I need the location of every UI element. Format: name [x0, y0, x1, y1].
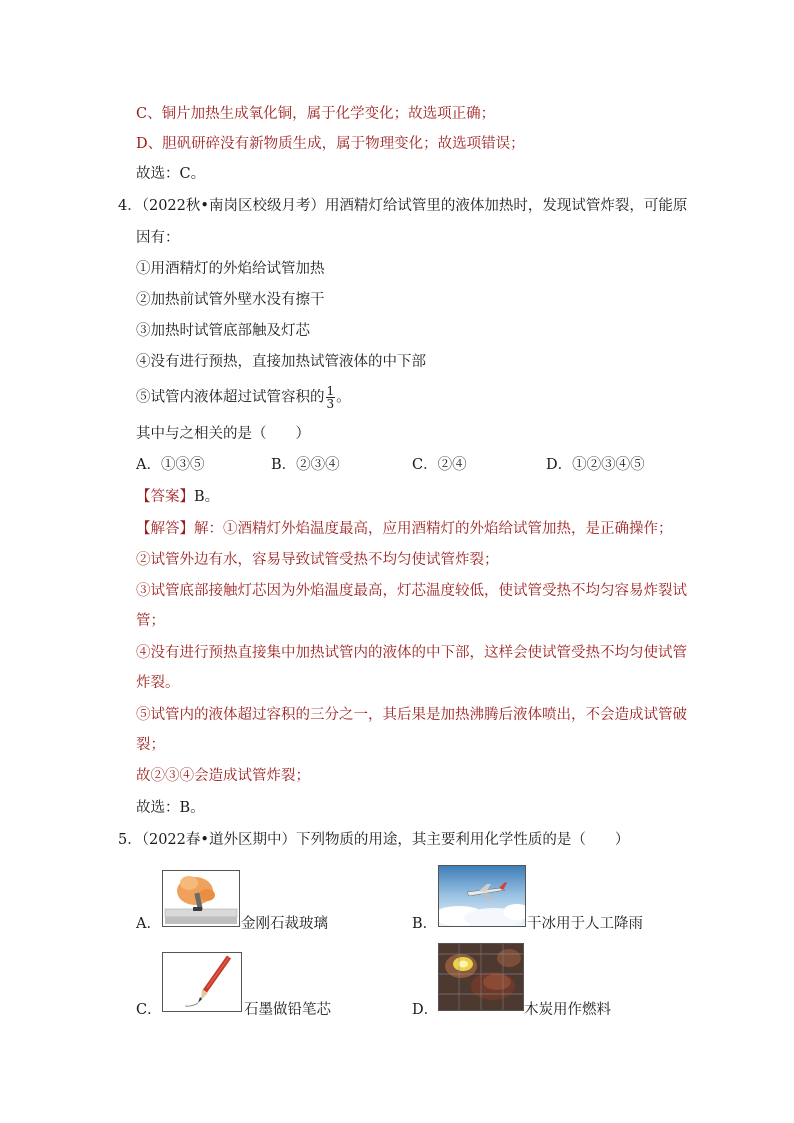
pencil-image: [162, 952, 242, 1012]
prev-choose: 故选：C。: [136, 166, 206, 182]
q4-option-b: B．②③④: [271, 457, 340, 473]
q5-option-c-text: 石墨做铅笔芯: [244, 1002, 331, 1018]
q5-option-b-letter: B．: [412, 916, 438, 932]
q4-analysis-line-1: 【解答】解：①酒精灯外焰温度最高，应用酒精灯的外焰给试管加热，是正确操作；: [136, 521, 673, 537]
q4-item-3: ③加热时试管底部触及灯芯: [136, 323, 310, 339]
q5-option-d-letter: D．: [412, 1002, 439, 1018]
glass-cutting-image: [162, 870, 240, 927]
prev-solution-d: D、胆矾研碎没有新物质生成，属于物理变化；故选项错误；: [136, 136, 525, 152]
q4-analysis-line-3: ③试管底部接触灯芯因为外焰温度最高，灯芯温度较低，使试管受热不均匀容易炸裂试: [136, 583, 687, 599]
q4-item-2: ②加热前试管外壁水没有擦干: [136, 292, 325, 308]
q4-answer: 【答案】B。: [136, 489, 220, 505]
q4-analysis-line-6: 炸裂。: [136, 675, 180, 691]
q4-option-a: A．①③⑤: [136, 457, 205, 473]
q4-analysis-line-4: 管；: [136, 613, 165, 629]
charcoal-grill-image: [438, 943, 524, 1011]
q4-item-4: ④没有进行预热，直接加热试管液体的中下部: [136, 354, 426, 370]
q4-analysis-line-5: ④没有进行预热直接集中加热试管内的液体的中下部，这样会使试管受热不均匀使试管: [136, 645, 687, 661]
q5-option-b-text: 干冰用于人工降雨: [527, 916, 643, 932]
q5-number: 5．: [118, 832, 142, 848]
q4-item-5: ⑤试管内液体超过试管容积的 $\frac{1}{3}$ 。: [136, 384, 351, 411]
q5-option-d-text: 木炭用作燃料: [524, 1002, 611, 1018]
q4-option-c: C．②④: [412, 457, 467, 473]
one-third-fraction: $\frac{1}{3}$: [326, 384, 335, 411]
q4-stem-line2: 因有：: [136, 230, 180, 246]
q5-option-c-letter: C．: [136, 1002, 162, 1018]
q4-analysis-line-8: 裂；: [136, 737, 165, 753]
q4-stem-line1: 4．（2022秋•南岗区校级月考）用酒精灯给试管里的液体加热时，发现试管炸裂，可能原: [118, 198, 688, 214]
airplane-clouds-image: [438, 865, 526, 927]
q4-item-1: ①用酒精灯的外焰给试管加热: [136, 261, 325, 277]
q4-analysis-line-2: ②试管外边有水，容易导致试管受热不均匀使试管炸裂；: [136, 552, 499, 568]
q4-choose: 故选：B。: [136, 800, 205, 816]
q4-ask: 其中与之相关的是（ ）: [136, 426, 310, 442]
q5-option-a-text: 金刚石裁玻璃: [241, 916, 328, 932]
q4-option-d: D．①②③④⑤: [546, 457, 645, 473]
q5-stem: 5．（2022春•道外区期中）下列物质的用途，其主要利用化学性质的是（ ）: [118, 832, 630, 848]
q4-analysis-line-9: 故②③④会造成试管炸裂；: [136, 768, 310, 784]
q4-analysis-line-7: ⑤试管内的液体超过容积的三分之一，其后果是加热沸腾后液体喷出，不会造成试管破: [136, 707, 687, 723]
q5-option-a-letter: A．: [136, 916, 161, 932]
prev-solution-c: C、铜片加热生成氧化铜，属于化学变化；故选项正确；: [136, 106, 496, 122]
q4-number: 4．: [118, 198, 142, 214]
